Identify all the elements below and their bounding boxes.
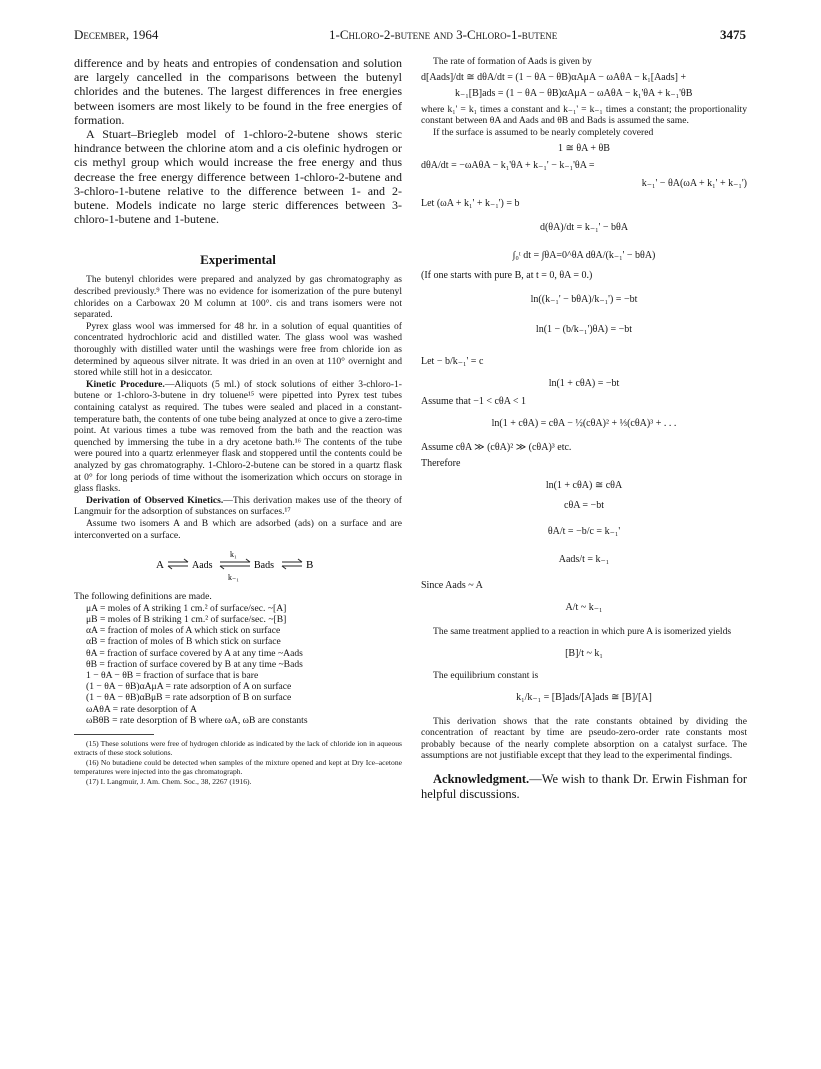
definition-item: θB = fraction of surface covered by B at any time ~Bads xyxy=(86,658,303,670)
definition-item: 1 − θA − θB = fraction of surface that is bare xyxy=(86,669,259,681)
equation: (If one starts with pure B, at t = 0, θA = 0.) xyxy=(421,270,593,282)
paragraph-text: —Aliquots (5 ml.) of stock solutions of either 3-chloro-1-butene or 1-chloro-3-butene in dry toluene¹⁵ were pipetted into Pyrex test tubes containing catalyst as required. The tubes were sealed and placed in a constant-temperature bath, the contents of one tube being analyzed at once to give a zero-time point. At various times a tube was removed from the bath and the reaction was quenched by immersing the tube in a dry acetone bath.¹⁶ The contents of the tube were poured into a quartz erlenmeyer flask and stoppered until the contents could be analyzed by gas chromatography. 1-Chloro-2-butene can be stored in a quartz flask at 0° for long periods of time without the isomerization which occurs on storage in glass flasks. xyxy=(74,378,402,495)
footnote: (16) No butadiene could be detected when samples of the mixture opened and kept at Dry Ice–acetone temperatures were injected into the gas chromatograph. xyxy=(74,757,402,777)
rx-bads: Bads xyxy=(254,560,274,572)
definitions-list xyxy=(86,603,402,726)
equation: Therefore xyxy=(421,458,461,470)
definition-item: μB = moles of B striking 1 cm.² of surface/sec. ~[B] xyxy=(86,613,287,625)
equation: θA/t = −b/c = k₋₁' xyxy=(547,526,621,538)
equation: cθA = −bt xyxy=(564,500,604,512)
right-column xyxy=(421,56,747,802)
header-title: 1-Chloro-2-butene and 3-Chloro-1-butene xyxy=(329,27,558,42)
section-heading: Experimental xyxy=(200,252,276,268)
rx-aads: Aads xyxy=(192,560,213,572)
definition-item: μA = moles of A striking 1 cm.² of surface/sec. ~[A] xyxy=(86,602,287,614)
definition-item: (1 − θA − θB)αAμA = rate adsorption of A on surface xyxy=(86,681,292,693)
rx-a: A xyxy=(156,559,164,572)
definition-item: αA = fraction of moles of A which stick on surface xyxy=(86,625,281,637)
paragraph xyxy=(74,379,402,495)
definition-item: αB = fraction of moles of B which stick on surface xyxy=(86,636,281,648)
equation: A/t ~ k₋₁ xyxy=(565,602,603,614)
equation: 1 ≅ θA + θB xyxy=(558,143,610,155)
equation: d(θA)/dt = k₋₁' − bθA xyxy=(539,222,629,234)
equation: k₋₁' − θA(ωA + k₁' + k₋₁') xyxy=(641,178,747,190)
page-number: 3475 xyxy=(720,27,746,42)
definition-item: ωAθA = rate desorption of A xyxy=(86,703,197,715)
paragraph-text: —This derivation makes use of the theory of Langmuir for the adsorption of substances on surfaces.¹⁷ xyxy=(74,494,402,518)
equation: ln(1 − (b/k₋₁')θA) = −bt xyxy=(535,324,633,336)
equation: [B]/t ~ k₁ xyxy=(565,647,603,659)
equation: ln(1 + cθA) = cθA − ½(cθA)² + ⅓(cθA)³ + . . . xyxy=(491,418,677,430)
equation: ∫₀ᵗ dt = ∫θA=0^θA dθA/(k₋₁' − bθA) xyxy=(512,250,656,262)
equation: Aads/t = k₋₁ xyxy=(558,554,610,566)
equation: d[Aads]/dt ≅ dθA/dt = (1 − θA − θB)αAμA − ωAθA − k₁[Aads] + xyxy=(421,71,687,83)
run-in-heading: Kinetic Procedure. xyxy=(86,378,165,390)
paragraph: If the surface is assumed to be nearly completely covered xyxy=(433,126,654,138)
acknowledgment xyxy=(421,772,747,802)
equation: Assume cθA ≫ (cθA)² ≫ (cθA)³ etc. xyxy=(421,442,572,454)
run-in-heading: Derivation of Observed Kinetics. xyxy=(86,494,224,506)
run-in-heading: Acknowledgment. xyxy=(433,771,530,786)
equation: Let − b/k₋₁' = c xyxy=(421,356,484,368)
equation: Since Aads ~ A xyxy=(421,580,483,592)
rx-k1: k₁ xyxy=(230,550,237,560)
left-column xyxy=(74,56,402,786)
equation: k₋₁[B]ads = (1 − θA − θB)αAμA − ωAθA − k₁'θA + k₋₁'θB xyxy=(455,87,693,99)
paragraph: A Stuart–Briegleb model of 1-chloro-2-butene shows steric hindrance between the chlorine atom and a cis olefinic hydrogen or cis methyl group which would increase the free energy and thus decrease the free energy difference between 1-chloro-2-butene and 3-chloro-1-butene relative to the difference between 1- and 2-butene. Models indicate no large steric differences between 3-chloro-1-butene and 1-butene. xyxy=(74,127,402,227)
header-date: December, 1964 xyxy=(74,27,159,42)
paragraph: The rate of formation of Aads is given by xyxy=(433,56,592,67)
acknowledgment-text: —We wish to thank Dr. Erwin Fishman for helpful discussions. xyxy=(421,771,747,801)
equation: k₁/k₋₁ = [B]ads/[A]ads ≅ [B]/[A] xyxy=(516,691,652,703)
paragraph: where k₁' = k₁ times a constant and k₋₁' = k₋₁ times a constant; the proportionality constant between θA and Aads and θB and Bads is assumed the same. xyxy=(421,103,747,127)
equation: ln((k₋₁' − bθA)/k₋₁') = −bt xyxy=(530,294,638,306)
definition-item: (1 − θA − θB)αBμB = rate adsorption of B on surface xyxy=(86,692,292,704)
equation: Assume that −1 < cθA < 1 xyxy=(421,396,527,408)
equation: ln(1 + cθA) ≅ cθA xyxy=(545,480,623,492)
paragraph: The same treatment applied to a reaction in which pure A is isomerized yields xyxy=(433,626,732,638)
equation: dθA/dt = −ωAθA − k₁'θA + k₋₁' − k₋₁'θA = xyxy=(421,160,595,172)
definition-item: ωBθB = rate desorption of B where ωA, ωB are constants xyxy=(86,714,308,726)
rx-km1: k₋₁ xyxy=(228,573,240,583)
reaction-scheme xyxy=(148,549,328,583)
paragraph: Assume two isomers A and B which are adsorbed (ads) on a surface and are interconverted on a surface. xyxy=(74,517,402,541)
equation: ln(1 + cθA) = −bt xyxy=(548,378,620,390)
equation: Let (ωA + k₁' + k₋₁') = b xyxy=(421,198,520,210)
running-header xyxy=(74,27,746,45)
paragraph: Pyrex glass wool was immersed for 48 hr. in a solution of equal quantities of concentrated hydrochloric acid and distilled water. The glass wool was washed thoroughly with distilled water until the washings were free from chloride ion as determined by aqueous silver nitrate. It was dried in an oven at 110° overnight and stored while still hot in a desiccator. xyxy=(74,320,402,379)
paragraph xyxy=(74,495,402,518)
paragraph: This derivation shows that the rate constants obtained by dividing the concentration of reactant by time are pseudo-zero-order rate constants most probably because of the nearly complete absorption on a catalyst surface. The assumptions are not justifiable except that they lead to the experimental findings. xyxy=(421,715,747,762)
paragraph: The following definitions are made. xyxy=(74,591,212,603)
paragraph: The butenyl chlorides were prepared and analyzed by gas chromatography as described previously.⁹ There was no evidence for isomerization of the pure butenyl chlorides on a Carbowax 20 M column at 100°. cis and trans isomers were not separated. xyxy=(74,274,402,321)
paragraph: The equilibrium constant is xyxy=(433,669,539,681)
rx-b: B xyxy=(306,559,314,572)
paragraph: difference and by heats and entropies of condensation and solution are largely cancelled in the comparisons between the butenyl chlorides and the butenes. The largest differences in free energies between isomers are most likely to be found in the free energies of formation. xyxy=(74,56,402,127)
footnote: (15) These solutions were free of hydrogen chloride as indicated by the lack of chloride ion in aqueous extracts of these stock solutions. xyxy=(74,738,402,758)
footnote: (17) I. Langmuir, J. Am. Chem. Soc., 38, 2267 (1916). xyxy=(86,776,252,786)
definition-item: θA = fraction of surface covered by A at any time ~Aads xyxy=(86,647,303,659)
footnote-rule xyxy=(74,734,154,735)
